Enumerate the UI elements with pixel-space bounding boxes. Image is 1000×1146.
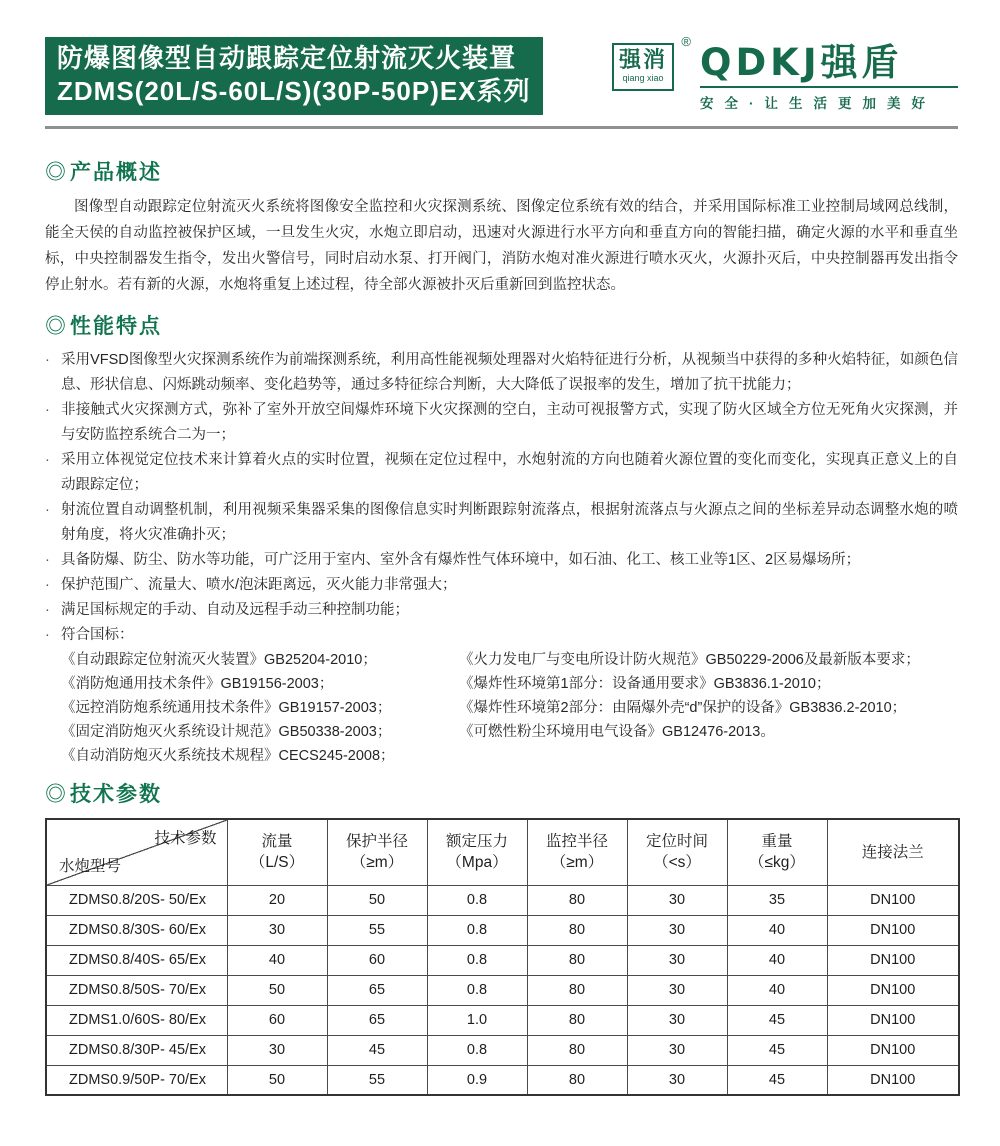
value-cell: 45: [727, 1005, 827, 1035]
value-cell: 0.8: [427, 975, 527, 1005]
column-header-line2: （≥m）: [350, 854, 404, 872]
overview-title: 产品概述: [70, 161, 162, 184]
corner-label-bottom: 水炮型号: [59, 857, 122, 875]
bullet-icon: ·: [45, 577, 50, 593]
section-marker-icon: ◎: [45, 315, 66, 338]
specs-title: 技术参数: [70, 783, 162, 806]
table-row: [46, 1005, 959, 1035]
standard-item: 《消防炮通用技术条件》GB19156-2003；: [61, 676, 334, 692]
feature-item: [45, 398, 958, 448]
standard-item: 《爆炸性环境第2部分：由隔爆外壳“d”保护的设备》GB3836.2-2010；: [459, 700, 907, 716]
column-header-line1: 重量: [761, 833, 793, 851]
value-cell: 40: [227, 945, 327, 975]
standard-item: 《自动消防炮灭火系统技术规程》CECS245-2008；: [61, 748, 395, 764]
value-cell: 30: [627, 1005, 727, 1035]
value-cell: 65: [327, 1005, 427, 1035]
section-features: [45, 314, 958, 768]
value-cell: 60: [227, 1005, 327, 1035]
value-cell: 30: [227, 1035, 327, 1065]
value-cell: 45: [727, 1065, 827, 1095]
product-title-line2: ZDMS(20L/S-60L/S)(30P-50P)EX系列: [57, 76, 531, 106]
overview-heading: [45, 160, 958, 186]
bullet-icon: ·: [45, 602, 50, 618]
feature-text: 采用VFSD图像型火灾探测系统作为前端探测系统，利用高性能视频处理器对火焰特征进行分析，从视频当中获得的多种火焰特征，如颜色信息、形状信息、闪烁跳动频率、变化趋势等，通过多特征综合判断，大大降低了误报率的发生，增加了抗干扰能力；: [61, 352, 958, 393]
model-cell: ZDMS0.8/40S- 65/Ex: [46, 945, 227, 975]
feature-item: [45, 498, 958, 548]
value-cell: DN100: [827, 1005, 959, 1035]
column-header-line1: 流量: [261, 833, 293, 851]
value-cell: 80: [527, 885, 627, 915]
column-header-line2: （L/S）: [249, 854, 305, 872]
value-cell: 0.8: [427, 915, 527, 945]
specs-table-header-row: [46, 819, 959, 885]
value-cell: 60: [327, 945, 427, 975]
brand-logo: [612, 34, 958, 112]
value-cell: 30: [627, 1065, 727, 1095]
value-cell: 30: [627, 975, 727, 1005]
value-cell: 80: [527, 1065, 627, 1095]
feature-text: 符合国标：: [61, 627, 134, 643]
value-cell: 55: [327, 915, 427, 945]
column-header-line1: 额定压力: [445, 833, 508, 851]
table-row: [46, 975, 959, 1005]
product-title-banner: [45, 37, 543, 115]
value-cell: 50: [227, 1065, 327, 1095]
value-cell: 80: [527, 1005, 627, 1035]
section-overview: [45, 160, 958, 298]
value-cell: 65: [327, 975, 427, 1005]
bullet-icon: ·: [45, 402, 50, 418]
value-cell: 80: [527, 1035, 627, 1065]
value-cell: DN100: [827, 1065, 959, 1095]
brand-wordmark: QDKJ强盾: [700, 41, 903, 84]
standards-left-column: [61, 648, 459, 768]
model-cell: ZDMS0.8/50S- 70/Ex: [46, 975, 227, 1005]
value-cell: 30: [227, 915, 327, 945]
feature-item: [45, 623, 958, 648]
value-cell: 45: [327, 1035, 427, 1065]
standard-item: 《爆炸性环境第1部分：设备通用要求》GB3836.1-2010；: [459, 676, 831, 692]
value-cell: 55: [327, 1065, 427, 1095]
value-cell: 50: [327, 885, 427, 915]
value-cell: 0.8: [427, 945, 527, 975]
column-header-line2: （≥m）: [550, 854, 604, 872]
section-specs: [45, 782, 958, 1096]
standard-item: 《火力发电厂与变电所设计防火规范》GB50229-2006及最新版本要求；: [459, 652, 920, 668]
model-cell: ZDMS0.9/50P- 70/Ex: [46, 1065, 227, 1095]
brand-tagline: 安全·让生活更加美好: [700, 96, 936, 111]
section-marker-icon: ◎: [45, 161, 66, 184]
value-cell: 80: [527, 945, 627, 975]
value-cell: DN100: [827, 1035, 959, 1065]
feature-item: [45, 548, 958, 573]
feature-text: 采用立体视觉定位技术来计算着火点的实时位置，视频在定位过程中，水炮射流的方向也随着火源位置的变化而变化，实现真正意义上的自动跟踪定位；: [61, 452, 958, 493]
feature-text: 保护范围广、流量大、喷水/泡沫距离远，灭火能力非常强大；: [61, 577, 457, 593]
table-row: [46, 1035, 959, 1065]
value-cell: 0.9: [427, 1065, 527, 1095]
overview-paragraph: 图像型自动跟踪定位射流灭火系统将图像安全监控和火灾探测系统、图像定位系统有效的结合，并采用国际标准工业控制局域网总线制，能全天侯的自动监控被保护区域，一旦发生火灾，水炮立即启动，迅速对火源进行水平方向和垂直方向的智能扫描，确定火源的水平和垂直坐标，中央控制器发生指令，发出火警信号，同时启动水泵、打开阀门，消防水炮对准火源进行喷水灭火，火源扑灭后，中央控制器再发出指令停止射水。若有新的火源，水炮将重复上述过程，待全部火源被扑灭后重新回到监控状态。: [45, 199, 958, 293]
specs-heading: [45, 782, 958, 808]
header-divider: [45, 126, 958, 129]
feature-item: [45, 448, 958, 498]
column-header: [427, 819, 527, 885]
column-header-line2: （<s）: [653, 854, 701, 872]
column-header-line1: 连接法兰: [861, 843, 924, 861]
column-header-line2: （Mpa）: [446, 854, 508, 872]
corner-label-top: 技术参数: [154, 830, 217, 847]
standards-columns: [61, 648, 958, 768]
value-cell: 40: [727, 945, 827, 975]
model-cell: ZDMS0.8/30P- 45/Ex: [46, 1035, 227, 1065]
table-row: [46, 945, 959, 975]
value-cell: 30: [627, 1035, 727, 1065]
value-cell: 0.8: [427, 1035, 527, 1065]
column-header-line1: 监控半径: [545, 833, 608, 851]
feature-item: [45, 348, 958, 398]
seal-logo: [612, 34, 691, 91]
features-title: 性能特点: [70, 315, 162, 338]
standards-right-column: [459, 648, 958, 768]
model-cell: ZDMS0.8/30S- 60/Ex: [46, 915, 227, 945]
standard-item: 《可燃性粉尘环境用电气设备》GB12476-2013。: [459, 724, 775, 740]
value-cell: 1.0: [427, 1005, 527, 1035]
standard-item: 《远控消防炮系统通用技术条件》GB19157-2003；: [61, 700, 392, 716]
value-cell: 40: [727, 915, 827, 945]
brand-divider: [700, 86, 958, 88]
value-cell: 45: [727, 1035, 827, 1065]
feature-item: [45, 598, 958, 623]
column-header-line2: （≤kg）: [749, 854, 805, 872]
feature-text: 满足国标规定的手动、自动及远程手动三种控制功能；: [61, 602, 409, 618]
value-cell: DN100: [827, 885, 959, 915]
feature-text: 具备防爆、防尘、防水等功能，可广泛用于室内、室外含有爆炸性气体环境中，如石油、化工、核工业等1区、2区易爆场所；: [61, 552, 861, 568]
bullet-icon: ·: [45, 452, 50, 468]
value-cell: 20: [227, 885, 327, 915]
product-title-line1: 防爆图像型自动跟踪定位射流灭火装置: [57, 43, 517, 73]
value-cell: 35: [727, 885, 827, 915]
value-cell: 80: [527, 975, 627, 1005]
standard-item: 《固定消防炮灭火系统设计规范》GB50338-2003；: [61, 724, 392, 740]
brand-wordmark-block: [700, 43, 958, 112]
value-cell: DN100: [827, 915, 959, 945]
specs-table-body: [46, 885, 959, 1095]
standard-item: 《自动跟踪定位射流灭火装置》GB25204-2010；: [61, 652, 377, 668]
table-row: [46, 1065, 959, 1095]
column-header: [827, 819, 959, 885]
table-row: [46, 885, 959, 915]
seal-chinese-text: 强消: [618, 47, 667, 72]
column-header: [227, 819, 327, 885]
value-cell: 30: [627, 915, 727, 945]
value-cell: 0.8: [427, 885, 527, 915]
table-corner-cell: [46, 819, 227, 885]
value-cell: DN100: [827, 945, 959, 975]
model-cell: ZDMS0.8/20S- 50/Ex: [46, 885, 227, 915]
header: [45, 34, 958, 115]
seal-box: [612, 43, 674, 91]
column-header: [327, 819, 427, 885]
content: [45, 160, 958, 1096]
column-header: [727, 819, 827, 885]
section-marker-icon: ◎: [45, 783, 66, 806]
column-header: [527, 819, 627, 885]
specs-table: [45, 818, 960, 1096]
registered-trademark-icon: ®: [681, 34, 691, 49]
feature-text: 射流位置自动调整机制，利用视频采集器采集的图像信息实时判断跟踪射流落点，根据射流落点与火源点之间的坐标差异动态调整水炮的喷射角度，将火灾准确扑灭；: [61, 502, 958, 543]
column-header: [627, 819, 727, 885]
feature-item: [45, 573, 958, 598]
value-cell: 50: [227, 975, 327, 1005]
bullet-icon: ·: [45, 502, 50, 518]
value-cell: 30: [627, 945, 727, 975]
bullet-icon: ·: [45, 552, 50, 568]
bullet-icon: ·: [45, 352, 50, 368]
features-list: [45, 348, 958, 648]
seal-pinyin-text: qiang xiao: [622, 73, 664, 83]
value-cell: 80: [527, 915, 627, 945]
value-cell: DN100: [827, 975, 959, 1005]
model-cell: ZDMS1.0/60S- 80/Ex: [46, 1005, 227, 1035]
table-row: [46, 915, 959, 945]
column-header-line1: 定位时间: [645, 833, 708, 851]
value-cell: 30: [627, 885, 727, 915]
feature-text: 非接触式火灾探测方式，弥补了室外开放空间爆炸环境下火灾探测的空白，主动可视报警方式，实现了防火区域全方位无死角火灾探测，并与安防监控系统合二为一；: [61, 402, 958, 443]
value-cell: 40: [727, 975, 827, 1005]
features-heading: [45, 314, 958, 340]
column-header-line1: 保护半径: [345, 833, 408, 851]
bullet-icon: ·: [45, 627, 50, 643]
